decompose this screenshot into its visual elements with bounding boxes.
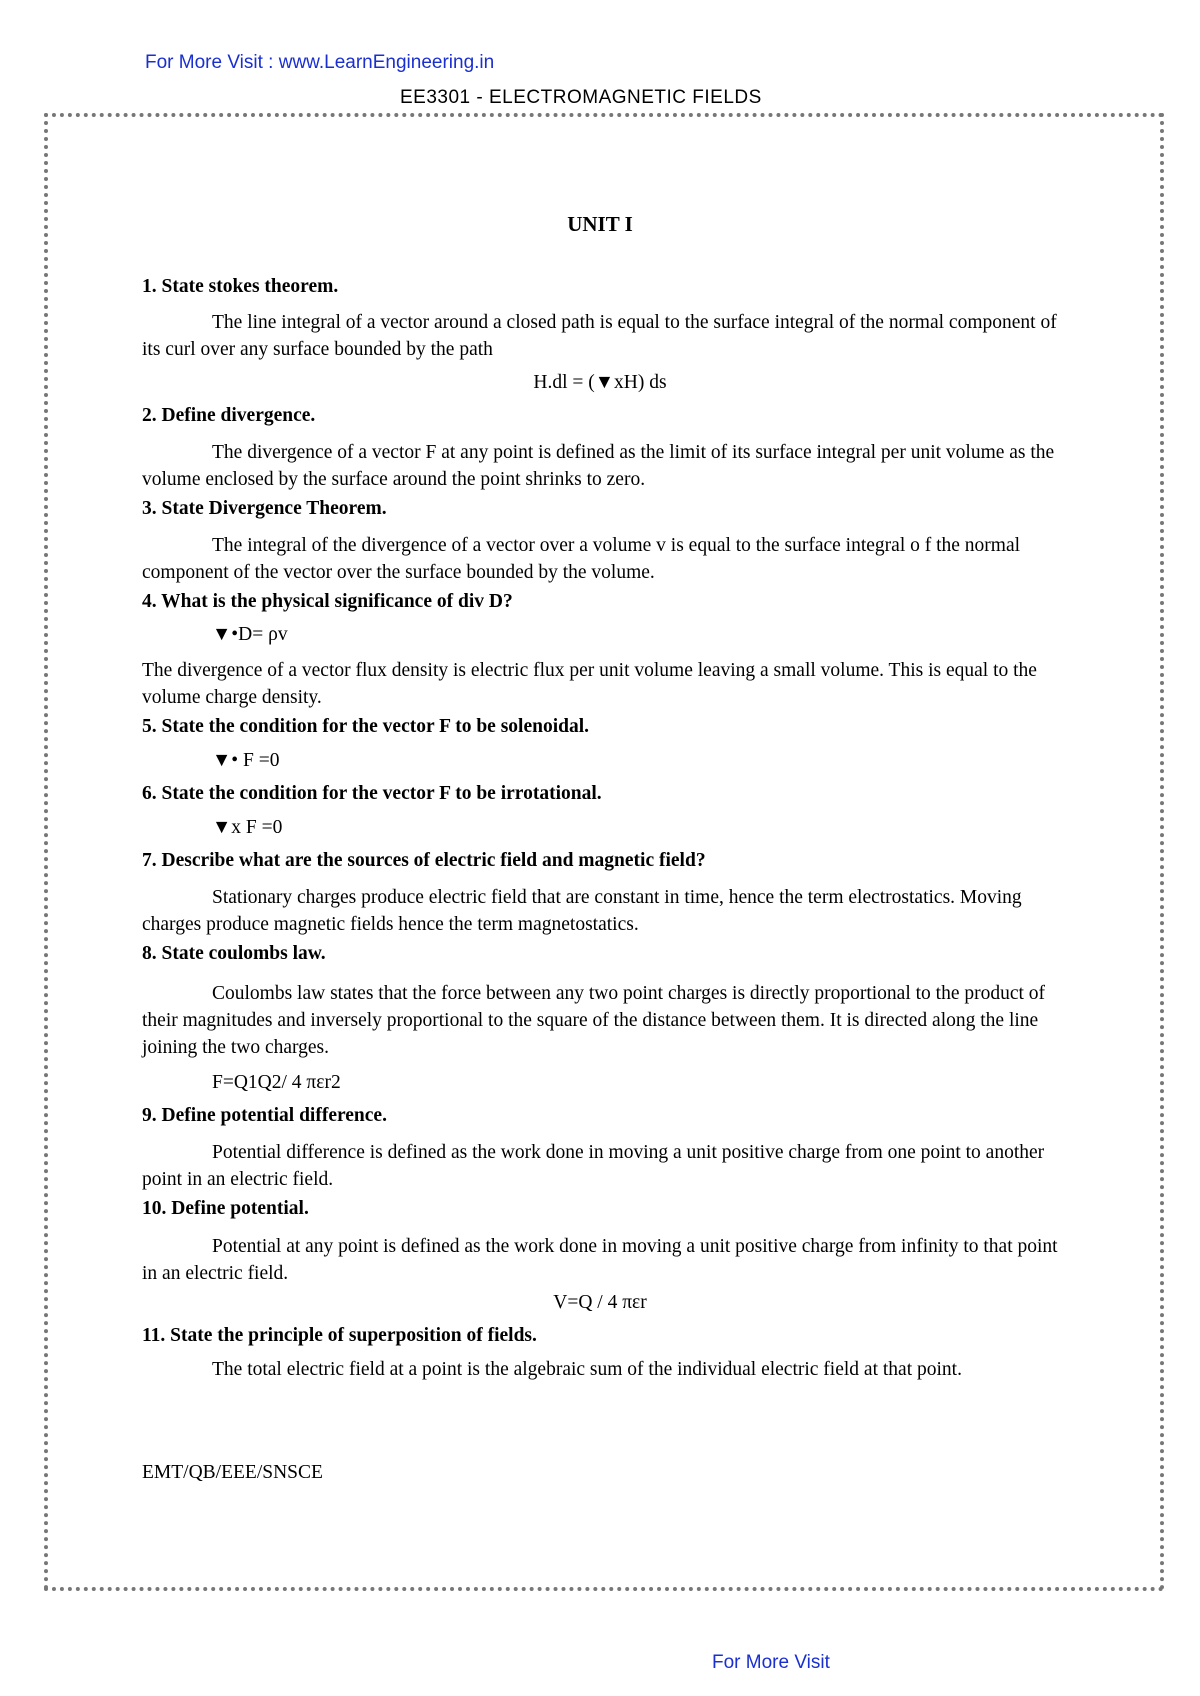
header-link[interactable]: For More Visit : www.LearnEngineering.in xyxy=(145,52,495,73)
question-9: 9. Define potential difference. xyxy=(142,1105,387,1126)
course-title: EE3301 - ELECTROMAGNETIC FIELDS xyxy=(400,87,762,108)
unit-title: UNIT I xyxy=(567,212,633,236)
question-11: 11. State the principle of superposition of fields. xyxy=(142,1325,537,1346)
answer-2: The divergence of a vector F at any point is defined as the limit of its surface integral per unit volume as the volume enclosed by the surface around the point shrinks to zero. xyxy=(142,442,1055,490)
question-2: 2. Define divergence. xyxy=(142,405,316,426)
answer-4: The divergence of a vector flux density is electric flux per unit volume leaving a small volume. This is equal to the volume charge density. xyxy=(142,660,1037,708)
formula-1: H.dl = (▼xH) ds xyxy=(533,372,667,393)
question-7: 7. Describe what are the sources of electric field and magnetic field? xyxy=(142,850,706,871)
formula-10: V=Q / 4 πεr xyxy=(553,1292,647,1313)
question-8: 8. State coulombs law. xyxy=(142,943,326,964)
question-5: 5. State the condition for the vector F to be solenoidal. xyxy=(142,716,590,737)
formula-5: ▼• F =0 xyxy=(212,750,280,771)
answer-1: The line integral of a vector around a closed path is equal to the surface integral of the normal component of its curl over any surface bounded by the path xyxy=(142,312,1057,360)
formula-4: ▼•D= ρv xyxy=(212,624,288,645)
answer-3: The integral of the divergence of a vector over a volume v is equal to the surface integral o f the normal component of the vector over the surface bounded by the volume. xyxy=(142,535,1021,583)
answer-8: Coulombs law states that the force between any two point charges is directly proportional to the product of their magnitudes and inversely proportional to the square of the distance between them. It is directed along the line joining the two charges. xyxy=(142,983,1046,1058)
question-1: 1. State stokes theorem. xyxy=(142,276,339,297)
question-3: 3. State Divergence Theorem. xyxy=(142,498,387,519)
question-10: 10. Define potential. xyxy=(142,1198,309,1219)
answer-7: Stationary charges produce electric field that are constant in time, hence the term electrostatics. Moving charges produce magnetic fields hence the term magnetostatics. xyxy=(142,887,1022,935)
formula-8: F=Q1Q2/ 4 πεr2 xyxy=(212,1072,341,1093)
question-4: 4. What is the physical significance of div D? xyxy=(142,591,513,612)
formula-6: ▼x F =0 xyxy=(212,817,283,838)
answer-10: Potential at any point is defined as the work done in moving a unit positive charge from infinity to that point in an electric field. xyxy=(142,1236,1058,1284)
answer-11: The total electric field at a point is the algebraic sum of the individual electric field at that point. xyxy=(212,1359,962,1380)
question-6: 6. State the condition for the vector F to be irrotational. xyxy=(142,783,602,804)
footer-link[interactable]: For More Visit xyxy=(712,1652,830,1673)
footer-code: EMT/QB/EEE/SNSCE xyxy=(142,1462,323,1483)
answer-9: Potential difference is defined as the work done in moving a unit positive charge from one point to another point in an electric field. xyxy=(142,1142,1045,1190)
